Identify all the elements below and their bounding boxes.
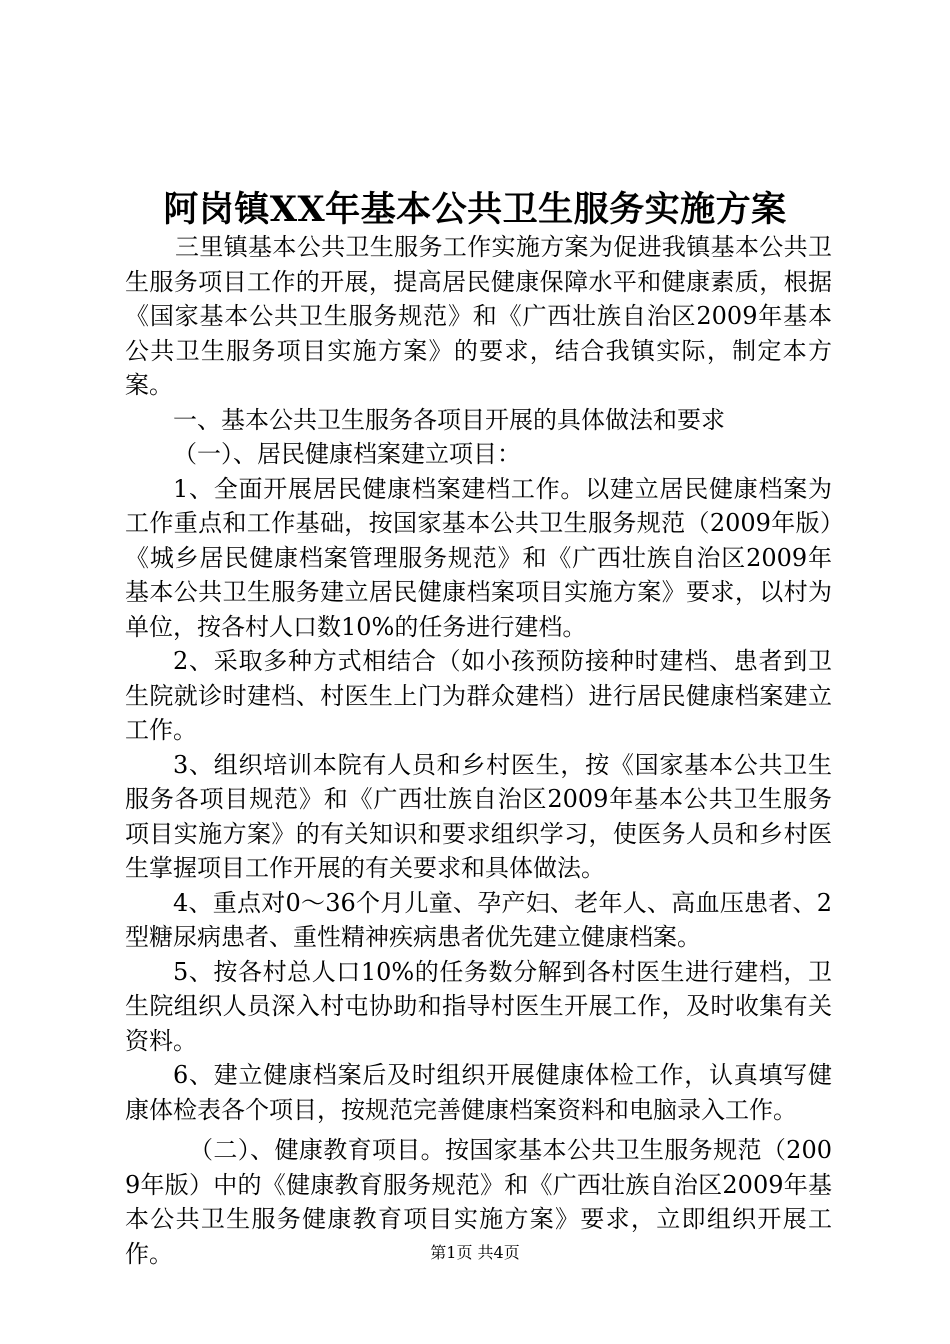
- subsection-heading-1: （一）、居民健康档案建立项目：: [173, 440, 521, 468]
- document-title: 阿岗镇XX年基本公共卫生服务实施方案: [163, 189, 787, 230]
- list-item-5: 5、按各村总人口10%的任务数分解到各村医生进行建档，卫生院组织人员深入村屯协助和指导村医生开展工作，及时收集有关资料。: [125, 957, 832, 1055]
- section-heading-1: 一、基本公共卫生服务各项目开展的具体做法和要求: [173, 405, 725, 434]
- page-footer: 第1页 共4页: [430, 1243, 520, 1262]
- subsection-heading-2: （二）、健康教育项目。按国家基本公共卫生服务规范（2009年版）中的《健康教育服务规范》和《广西壮族自治区2009年基本公共卫生服务健康教育项目实施方案》要求，立即组织开展工作。: [125, 1136, 832, 1268]
- list-item-6: 6、建立健康档案后及时组织开展健康体检工作，认真填写健康体检表各个项目，按规范完善健康档案资料和电脑录入工作。: [125, 1061, 832, 1124]
- document-body: [125, 230, 832, 1271]
- list-item-1: 1、全面开展居民健康档案建档工作。以建立居民健康档案为工作重点和工作基础，按国家基本公共卫生服务规范（2009年版）《城乡居民健康档案管理服务规范》和《广西壮族自治区2009年基本公共卫生服务建立居民健康档案项目实施方案》要求，以村为单位，按各村人口数10%的任务进行建档。: [125, 474, 832, 641]
- intro-paragraph: 三里镇基本公共卫生服务工作实施方案为促进我镇基本公共卫生服务项目工作的开展，提高居民健康保障水平和健康素质，根据《国家基本公共卫生服务规范》和《广西壮族自治区2009年基本公共卫生服务项目实施方案》的要求，结合我镇实际，制定本方案。: [125, 233, 832, 399]
- list-item-3: 3、组织培训本院有人员和乡村医生，按《国家基本公共卫生服务各项目规范》和《广西壮族自治区2009年基本公共卫生服务项目实施方案》的有关知识和要求组织学习，使医务人员和乡村医生掌握项目工作开展的有关要求和具体做法。: [125, 750, 832, 882]
- list-item-2: 2、采取多种方式相结合（如小孩预防接种时建档、患者到卫生院就诊时建档、村医生上门为群众建档）进行居民健康档案建立工作。: [125, 647, 832, 744]
- list-item-4: 4、重点对0～36个月儿童、孕产妇、老年人、高血压患者、2型糖尿病患者、重性精神疾病患者优先建立健康档案。: [125, 888, 832, 951]
